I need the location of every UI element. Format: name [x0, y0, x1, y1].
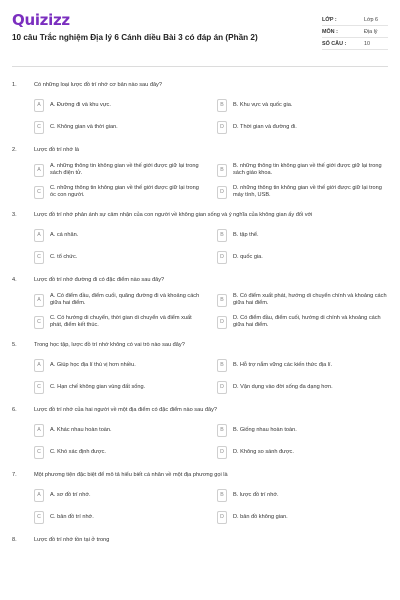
question-number: 5.	[12, 342, 17, 348]
question-text: Lược đồ trí nhớ phản ánh sự cảm nhận của con người về không gian sống và ý nghĩa của không gian ấy đối với	[34, 212, 313, 218]
question-text: Một phương tiện đặc biệt để mô tả hiểu biết cá nhân về một địa phương gọi là	[34, 472, 228, 478]
question-header	[12, 211, 388, 219]
option-letter-box[interactable]: D	[217, 316, 227, 329]
question-list	[12, 81, 388, 544]
question-text: Trong học tập, lược đồ trí nhớ không có vai trò nào sau đây?	[34, 342, 185, 348]
answer-option-a[interactable]	[34, 358, 205, 372]
answer-option-c[interactable]	[34, 315, 205, 329]
answer-option-a[interactable]	[34, 228, 205, 242]
answer-options	[12, 163, 388, 199]
option-text: B. Giống nhau hoàn toàn.	[233, 426, 297, 433]
answer-option-d[interactable]	[217, 445, 388, 459]
question-text: Lược đồ trí nhớ tồn tại ở trong	[34, 537, 110, 543]
question-header	[12, 146, 388, 154]
answer-option-c[interactable]	[34, 445, 205, 459]
answer-option-b[interactable]	[217, 423, 388, 437]
option-text: D. Vận dụng vào đời sống đa dạng hơn.	[233, 383, 333, 390]
question-block	[12, 276, 388, 329]
meta-row	[322, 26, 388, 38]
answer-option-b[interactable]	[217, 98, 388, 112]
option-text: C. tổ chức.	[50, 253, 78, 260]
worksheet-title: 10 câu Trắc nghiệm Địa lý 6 Cánh diều Bài 3 có đáp án (Phần 2)	[12, 33, 258, 42]
question-text: Lược đồ trí nhớ đường đi có đặc điểm nào sau đây?	[34, 277, 165, 283]
meta-row	[322, 38, 388, 50]
option-text: C. Hạn chế không gian vùng đất sống.	[50, 383, 146, 390]
option-letter-box[interactable]: D	[217, 381, 227, 394]
answer-options	[12, 98, 388, 134]
question-block	[12, 471, 388, 524]
option-text: D. Thời gian và đường đi.	[233, 123, 297, 130]
question-header	[12, 276, 388, 284]
answer-option-b[interactable]	[217, 358, 388, 372]
question-block	[12, 406, 388, 459]
option-letter-box[interactable]: B	[217, 99, 227, 112]
question-block	[12, 211, 388, 264]
option-letter-box[interactable]: C	[34, 251, 44, 264]
option-text: B. tập thể.	[233, 231, 259, 238]
answer-options	[12, 423, 388, 459]
worksheet-meta	[322, 14, 388, 66]
answer-option-d[interactable]	[217, 185, 388, 199]
option-letter-box[interactable]: C	[34, 121, 44, 134]
answer-option-c[interactable]	[34, 250, 205, 264]
option-text: D. những thông tin không gian về thế giới được giữ lại trong máy tính, USB.	[233, 185, 382, 198]
option-text: C. Không gian và thời gian.	[50, 123, 118, 130]
option-letter-box[interactable]: B	[217, 164, 227, 177]
option-letter-box[interactable]: B	[217, 424, 227, 437]
answer-option-d[interactable]	[217, 250, 388, 264]
option-text: B. lược đồ trí nhớ.	[233, 491, 279, 498]
option-letter-box[interactable]: A	[34, 99, 44, 112]
answer-option-a[interactable]	[34, 423, 205, 437]
answer-option-c[interactable]	[34, 510, 205, 524]
meta-label: MÔN :	[322, 28, 338, 35]
option-letter-box[interactable]: A	[34, 359, 44, 372]
option-letter-box[interactable]: C	[34, 381, 44, 394]
question-number: 1.	[12, 82, 17, 88]
option-text: C. bản đồ trí nhớ.	[50, 513, 94, 520]
option-letter-box[interactable]: C	[34, 186, 44, 199]
question-number: 2.	[12, 147, 17, 153]
question-text: Có những loại lược đồ trí nhớ cơ bản nào sau đây?	[34, 82, 162, 88]
option-letter-box[interactable]: C	[34, 316, 44, 329]
question-header	[12, 536, 388, 544]
answer-option-c[interactable]	[34, 185, 205, 199]
answer-options	[12, 228, 388, 264]
option-text: C. Khó xác định được.	[50, 448, 106, 455]
question-header	[12, 471, 388, 479]
answer-option-d[interactable]	[217, 120, 388, 134]
quizizz-logo: Quizizz	[12, 11, 70, 29]
meta-value: 10	[364, 40, 370, 47]
meta-label: LỚP :	[322, 16, 337, 23]
option-text: B. Hỗ trợ nắm vững các kiến thức địa lí.	[233, 361, 333, 368]
meta-value: Địa lý	[364, 28, 378, 35]
answer-options	[12, 293, 388, 329]
question-text: Lược đồ trí nhớ là	[34, 147, 79, 153]
question-block	[12, 146, 388, 199]
option-letter-box[interactable]: A	[34, 294, 44, 307]
worksheet-header	[12, 0, 388, 66]
question-header	[12, 341, 388, 349]
option-letter-box[interactable]: B	[217, 359, 227, 372]
answer-options	[12, 358, 388, 394]
answer-option-b[interactable]	[217, 488, 388, 502]
answer-options	[12, 488, 388, 524]
option-text: A. sơ đồ trí nhớ.	[50, 491, 91, 498]
answer-option-a[interactable]	[34, 98, 205, 112]
option-text: A. Giúp học địa lí thú vị hơn nhiều.	[50, 361, 136, 368]
option-letter-box[interactable]: C	[34, 511, 44, 524]
answer-option-c[interactable]	[34, 380, 205, 394]
option-letter-box[interactable]: A	[34, 424, 44, 437]
option-letter-box[interactable]: D	[217, 446, 227, 459]
option-text: D. Không so sánh được.	[233, 448, 294, 455]
header-divider	[12, 66, 388, 67]
question-block	[12, 536, 388, 544]
question-number: 8.	[12, 537, 17, 543]
option-text: C. những thông tin không gian về thế giới được giữ lại trong óc con người.	[50, 185, 199, 198]
option-text: A. Có điểm đầu, điểm cuối, quãng đường đi và khoảng cách giữa hai điểm.	[50, 293, 200, 306]
option-text: B. Có điểm xuất phát, hướng di chuyển chính và khoảng cách giữa hai điểm.	[233, 293, 387, 306]
meta-value: Lớp 6	[364, 16, 379, 23]
option-letter-box[interactable]: B	[217, 229, 227, 242]
option-letter-box[interactable]: B	[217, 294, 227, 307]
question-text: Lược đồ trí nhớ của hai người về một địa điểm có đặc điểm nào sau đây?	[34, 407, 217, 413]
answer-option-a[interactable]	[34, 163, 205, 177]
question-number: 3.	[12, 212, 17, 218]
option-text: B. những thông tin không gian về thế giới được giữ lại trong sách giáo khoa.	[233, 163, 382, 176]
option-letter-box[interactable]: D	[217, 121, 227, 134]
option-text: A. những thông tin không gian về thế giới được giữ lại trong sách điện tử.	[50, 163, 199, 176]
option-letter-box[interactable]: D	[217, 186, 227, 199]
answer-option-c[interactable]	[34, 120, 205, 134]
question-header	[12, 406, 388, 414]
option-letter-box[interactable]: A	[34, 229, 44, 242]
option-text: D. bản đồ không gian.	[233, 513, 288, 520]
option-text: C. Có hướng di chuyển, thời gian di chuyển và điểm xuất phát, điểm kết thúc.	[50, 315, 192, 328]
answer-option-d[interactable]	[217, 510, 388, 524]
question-header	[12, 81, 388, 89]
option-letter-box[interactable]: B	[217, 489, 227, 502]
option-text: D. Có điểm đầu, điểm cuối, hướng di chính và khoảng cách giữa hai điểm.	[233, 315, 381, 328]
question-block	[12, 341, 388, 394]
answer-option-b[interactable]	[217, 293, 388, 307]
answer-option-a[interactable]	[34, 293, 205, 307]
answer-option-a[interactable]	[34, 488, 205, 502]
answer-option-b[interactable]	[217, 228, 388, 242]
option-text: A. Khác nhau hoàn toàn.	[50, 426, 112, 433]
question-number: 7.	[12, 472, 17, 478]
meta-row	[322, 14, 388, 26]
option-text: A. Đường đi và khu vực.	[50, 101, 111, 108]
option-text: D. quốc gia.	[233, 253, 263, 260]
option-text: A. cá nhân.	[50, 231, 79, 238]
question-block	[12, 81, 388, 134]
question-number: 4.	[12, 277, 17, 283]
option-letter-box[interactable]: D	[217, 251, 227, 264]
option-letter-box[interactable]: A	[34, 164, 44, 177]
answer-option-d[interactable]	[217, 315, 388, 329]
question-number: 6.	[12, 407, 17, 413]
answer-option-d[interactable]	[217, 380, 388, 394]
header-left	[12, 12, 312, 66]
answer-option-b[interactable]	[217, 163, 388, 177]
option-text: B. Khu vực và quốc gia.	[233, 101, 293, 108]
option-letter-box[interactable]: D	[217, 511, 227, 524]
option-letter-box[interactable]: A	[34, 489, 44, 502]
meta-label: SỐ CÂU :	[322, 40, 347, 47]
option-letter-box[interactable]: C	[34, 446, 44, 459]
